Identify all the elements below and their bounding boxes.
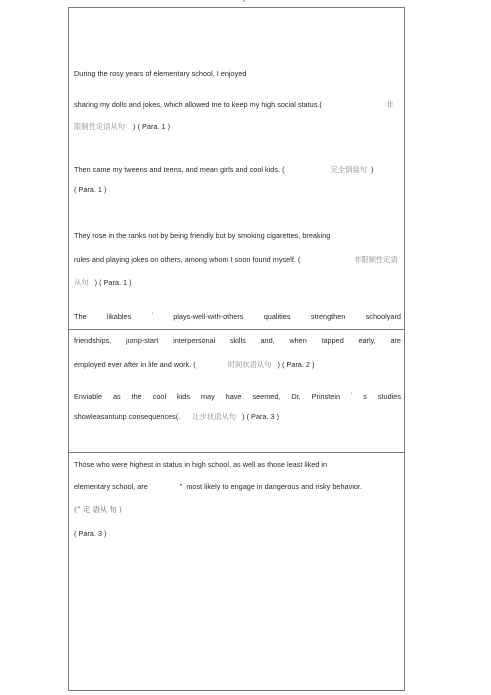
b1-line-8-cn: 从句 (74, 278, 89, 287)
divider-2 (68, 452, 405, 453)
b1-line-5: ( Para. 1 ) (74, 185, 107, 194)
b1-line-7-cn: 非限制性定语 (354, 255, 398, 264)
word: ’ (350, 393, 353, 399)
b3-line-2-text: elementary school, are (74, 482, 148, 491)
word: The (74, 312, 87, 321)
word: may (200, 392, 215, 401)
word: studies (377, 392, 401, 401)
document-frame (68, 7, 405, 691)
b2-line-2-para: ) ( Para. 2 ) (277, 360, 315, 369)
b2-line-4-cn: 让步状语从句 (192, 412, 237, 421)
word: jump-start (126, 336, 159, 345)
b2-line-2-text: employed ever after in life and work. ( (74, 360, 196, 369)
b1-line-7 (74, 255, 300, 264)
b3-line-2 (74, 482, 362, 491)
b2-line-3 (74, 392, 401, 401)
b1-line-7-text: rules and playing jokes on others, among whom I soon found myself. ( (74, 255, 301, 264)
word: kids (177, 392, 190, 401)
b2-line-2 (74, 360, 314, 369)
b2-line-4-text: showleasantunp consequences(. (74, 412, 181, 421)
word: qualities (263, 312, 291, 321)
word: the (131, 392, 142, 401)
word: are (390, 336, 401, 345)
word: when (289, 336, 307, 345)
b3-line-3: (” 定 语从 句 ) (74, 505, 122, 514)
b3-line-4: ( Para. 3 ) (74, 529, 107, 538)
b1-line-8 (74, 278, 132, 287)
b2-line-1 (74, 336, 401, 345)
b3-line-2-mark: ” (179, 482, 183, 491)
word: Dr. (291, 392, 301, 401)
word: friendships, (74, 336, 112, 345)
word: Prinstein (311, 392, 341, 401)
b1-line-6: They rose in the ranks not by being friendly but by smoking cigarettes, breaking (74, 231, 331, 240)
word: seemed, (252, 392, 281, 401)
word: as (112, 392, 121, 401)
b1-line-4-cn: 完全倒装句 (330, 165, 368, 174)
word: interpersonal (173, 336, 216, 345)
word: schoolyard (365, 312, 401, 321)
b2-line-4 (74, 412, 279, 421)
b1-line-3-para: ) ( Para. 1 ) (133, 122, 171, 131)
word: likables (106, 312, 132, 321)
word: have (225, 392, 242, 401)
b3-line-1: Those who were highest in status in high school, as well as those least liked in (74, 460, 328, 469)
b1-line-2 (74, 100, 322, 109)
b1-line-8-para: ) ( Para. 1 ) (94, 278, 132, 287)
word: ’ (151, 313, 153, 319)
word: and, (260, 336, 275, 345)
b1-line-3-cn: 限制性定语从句 (74, 122, 126, 131)
b3-line-2-rest: most likely to engage in dangerous and risky behavior. (186, 482, 362, 491)
b1-line-4-text: Then came my tweens and teens, and mean girls and cool kids. ( (74, 165, 285, 174)
word: strengthen (310, 312, 346, 321)
b1-line-3 (74, 122, 170, 131)
top-mark (243, 0, 245, 2)
b1-line-2-cn: 非 (386, 100, 394, 109)
word: s (363, 392, 367, 401)
word: cool (152, 392, 167, 401)
word: early, (358, 336, 376, 345)
b1-line-2-text: sharing my dolls and jokes, which allowed me to keep my high social status.( (74, 100, 322, 109)
word: Enviable (74, 392, 102, 401)
b1-line-4 (74, 165, 374, 174)
word: tapped (321, 336, 344, 345)
b1-line-4-close: ) (371, 165, 374, 174)
word: plays-well-with-others (173, 312, 244, 321)
divider-1 (68, 329, 405, 330)
b1-line-1: During the rosy years of elementary school, I enjoyed (74, 69, 247, 78)
b2-line-4-para: ) ( Para. 3 ) (242, 412, 280, 421)
word: skills (229, 336, 246, 345)
b2-line-2-cn: 时间状语从句 (227, 360, 272, 369)
b1-line-9 (74, 312, 401, 321)
